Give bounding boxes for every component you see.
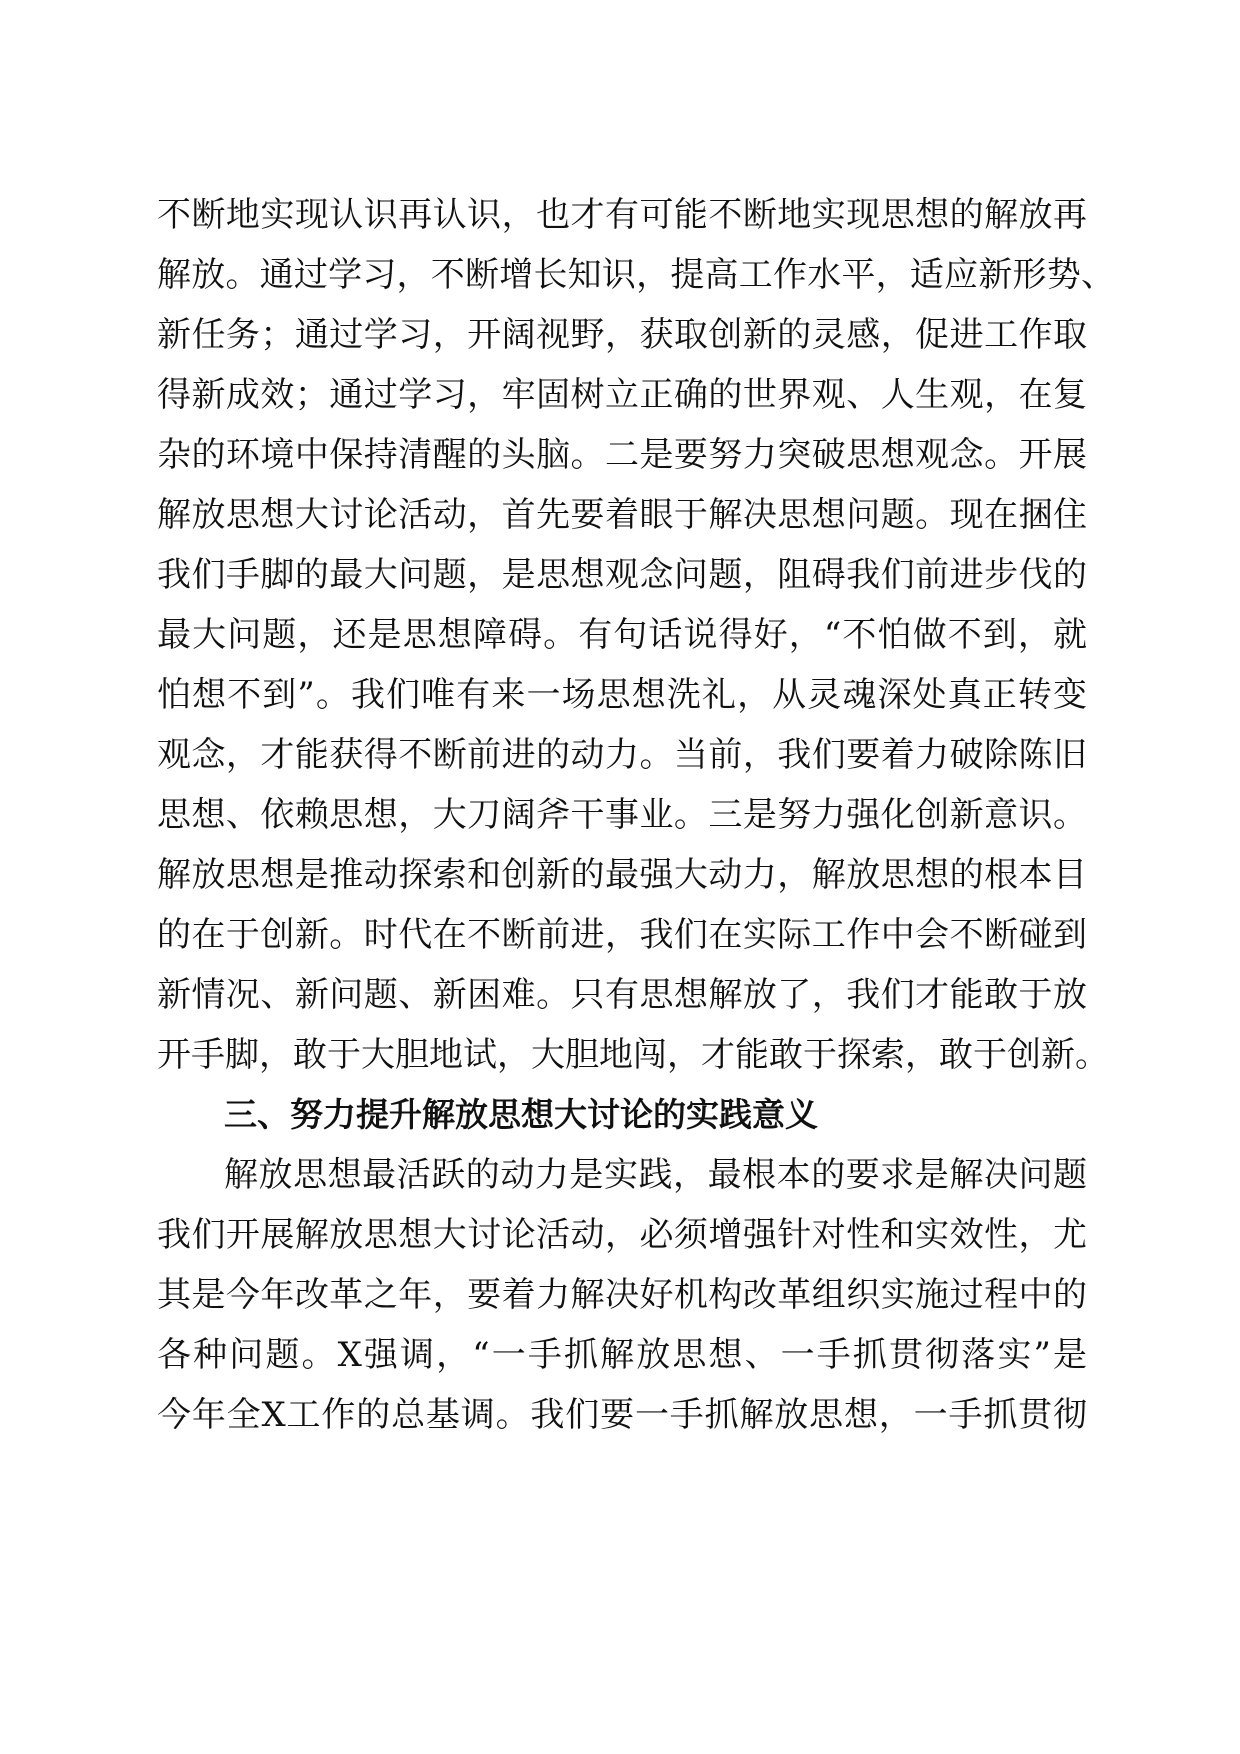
body-line-1: 不断地实现认识再认识，也才有可能不断地实现思想的解放再	[157, 195, 1087, 235]
section-heading: 三、努力提升解放思想大讨论的实践意义	[224, 1095, 818, 1134]
body-line-11: 思想、依赖思想，大刀阔斧干事业。三是努力强化创新意识。	[157, 795, 1087, 835]
body-line-9: 怕想不到”。我们唯有来一场思想洗礼，从灵魂深处真正转变	[157, 675, 1087, 715]
body-line-12: 解放思想是推动探索和创新的最强大动力，解放思想的根本目	[157, 855, 1087, 895]
body-line-6: 解放思想大讨论活动，首先要着眼于解决思想问题。现在捆住	[157, 495, 1087, 535]
body-line-3: 新任务；通过学习，开阔视野，获取创新的灵感，促进工作取	[157, 315, 1087, 355]
body-line-5: 杂的环境中保持清醒的头脑。二是要努力突破思想观念。开展	[157, 435, 1087, 475]
body-line-17: 我们开展解放思想大讨论活动，必须增强针对性和实效性，尤	[157, 1215, 1087, 1255]
body-line-4: 得新成效；通过学习，牢固树立正确的世界观、人生观，在复	[157, 375, 1087, 415]
body-line-10: 观念，才能获得不断前进的动力。当前，我们要着力破除陈旧	[157, 735, 1087, 775]
body-line-19: 各种问题。X强调，“一手抓解放思想、一手抓贯彻落实”是	[157, 1335, 1087, 1375]
body-line-8: 最大问题，还是思想障碍。有句话说得好，“不怕做不到，就	[157, 615, 1087, 655]
body-line-15: 开手脚，敢于大胆地试，大胆地闯，才能敢于探索，敢于创新。	[157, 1035, 1109, 1075]
body-line-14: 新情况、新问题、新困难。只有思想解放了，我们才能敢于放	[157, 975, 1087, 1015]
body-line-7: 我们手脚的最大问题，是思想观念问题，阻碍我们前进步伐的	[157, 555, 1087, 595]
body-line-20: 今年全X工作的总基调。我们要一手抓解放思想，一手抓贯彻	[157, 1395, 1087, 1435]
body-line-18: 其是今年改革之年，要着力解决好机构改革组织实施过程中的	[157, 1275, 1087, 1315]
body-line-2: 解放。通过学习，不断增长知识，提高工作水平，适应新形势、	[157, 255, 1115, 295]
body-line-13: 的在于创新。时代在不断前进，我们在实际工作中会不断碰到	[157, 915, 1087, 955]
body-line-16: 解放思想最活跃的动力是实践，最根本的要求是解决问题	[224, 1155, 1087, 1195]
